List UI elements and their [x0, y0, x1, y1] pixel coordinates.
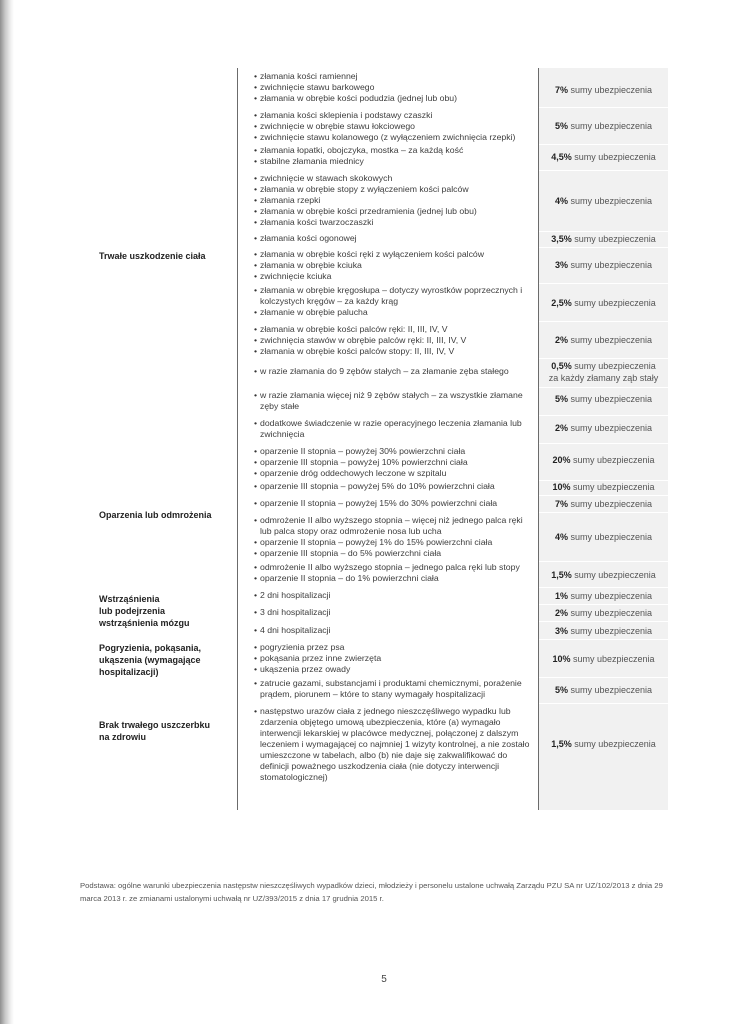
benefit-amount-text: sumy ubezpieczenia [572, 455, 655, 465]
list-item: • pokąsania przez inne zwierzęta [254, 653, 530, 664]
benefit-amount-text: sumy ubezpieczenia [570, 394, 653, 404]
list-item: • złamania kości sklepienia i podstawy czaszki [254, 110, 530, 121]
list-item: • odmrożenie II albo wyższego stopnia – jednego palca ręki lub stopy [254, 562, 530, 573]
benefit-amount [539, 590, 668, 602]
benefit-percent: 0,5% [551, 361, 572, 371]
benefit-percent: 1,5% [551, 570, 572, 580]
benefit-amount [539, 334, 668, 346]
benefit-amount [539, 454, 668, 466]
page-number: 5 [381, 974, 387, 985]
category-label-permanent-injury: Trwałe uszkodzenie ciała [99, 251, 206, 261]
benefit-amount [539, 569, 668, 581]
list-item: • złamanie w obrębie palucha [254, 307, 530, 318]
benefit-percent: 5% [554, 394, 568, 404]
benefit-amount [539, 498, 668, 510]
list-item: • złamania w obrębie kości palców stopy: II, III, IV, V [254, 346, 530, 357]
benefit-percent: 5% [554, 685, 568, 695]
benefit-percent: 10% [552, 482, 571, 492]
benefit-row-items [254, 625, 530, 636]
list-item: • zwichnięcie kciuka [254, 271, 530, 282]
benefit-row-items [254, 110, 530, 143]
benefit-row-items [254, 562, 530, 584]
list-item: • oparzenie II stopnia – do 1% powierzchni ciała [254, 573, 530, 584]
category-label-no-permanent-damage: Brak trwałego uszczerbku na zdrowiu [99, 720, 211, 742]
benefit-row-items [254, 706, 530, 783]
benefit-amount-text: sumy ubezpieczenia [570, 85, 653, 95]
benefit-amount-text: sumy ubezpieczenia [570, 335, 653, 345]
row-separator [539, 387, 668, 388]
benefit-amount [539, 120, 668, 132]
row-separator [539, 321, 668, 322]
list-item: • złamania kości ramiennej [254, 71, 530, 82]
benefit-row-items [254, 446, 530, 479]
list-item: • 2 dni hospitalizacji [254, 590, 530, 601]
row-separator [539, 587, 668, 588]
benefit-percent: 2% [554, 423, 568, 433]
list-item: • zwichnięcie stawu barkowego [254, 82, 530, 93]
benefit-amount-text: sumy ubezpieczenia [574, 234, 656, 244]
benefit-percent: 1,5% [551, 739, 572, 749]
benefit-amount [539, 422, 668, 434]
benefit-row-items [254, 285, 530, 318]
row-separator [539, 415, 668, 416]
footer-legal-basis: Podstawa: ogólne warunki ubezpieczenia następstw nieszczęśliwych wypadków dzieci, młodzieży i personelu ustalone uchwałą Zarządu PZU SA nr UZ/102/2013 z dnia 29 marca 2013 r. ze zmianami ustalonymi uchwałą nr UZ/393/2015 z dnia 17 grudnia 2015 r. [80, 881, 663, 903]
row-separator [539, 639, 668, 640]
benefit-amount [539, 297, 668, 309]
benefit-amount [539, 481, 668, 493]
benefit-percent: 10% [552, 654, 571, 664]
list-item: • oparzenie II stopnia – powyżej 30% powierzchni ciała [254, 446, 530, 457]
list-item: • zwichnięcie stawu kolanowego (z wyłączeniem zwichnięcia rzepki) [254, 132, 530, 143]
list-item: • zwichnięcie w stawach skokowych [254, 173, 530, 184]
benefit-amount-text: sumy ubezpieczenia [574, 152, 656, 162]
list-item: • oparzenie dróg oddechowych leczone w szpitalu [254, 468, 530, 479]
list-item: • dodatkowe świadczenie w razie operacyjnego leczenia złamania lub zwichnięcia [254, 418, 530, 440]
row-separator [539, 358, 668, 359]
benefit-amount [539, 607, 668, 619]
benefit-amount-note: za każdy złamany ząb stały [548, 373, 659, 383]
benefit-percent: 3% [554, 260, 568, 270]
list-item: • oparzenie III stopnia – powyżej 10% powierzchni ciała [254, 457, 530, 468]
benefit-row-items [254, 678, 530, 700]
benefit-percent: 7% [554, 85, 568, 95]
row-separator [539, 283, 668, 284]
row-separator [539, 144, 668, 145]
list-item: • oparzenie II stopnia – powyżej 15% do 30% powierzchni ciała [254, 498, 530, 509]
benefit-row-items [254, 71, 530, 104]
benefit-amount-text: sumy ubezpieczenia [570, 532, 653, 542]
column-divider-right [538, 68, 539, 810]
list-item: • zwichnięcie w obrębie stawu łokciowego [254, 121, 530, 132]
category-label-bites: Pogryzienia, pokąsania, ukąszenia (wymagające hospitalizacji) [99, 643, 202, 677]
benefit-row-items [254, 233, 530, 244]
benefit-row-items [254, 590, 530, 601]
benefit-amount [539, 653, 668, 665]
benefit-row-items [254, 498, 530, 509]
benefit-percent: 3,5% [551, 234, 572, 244]
benefit-percent: 2% [554, 608, 568, 618]
benefit-amount-text: sumy ubezpieczenia [572, 482, 655, 492]
row-separator [539, 621, 668, 622]
row-separator [539, 703, 668, 704]
list-item: • 4 dni hospitalizacji [254, 625, 530, 636]
benefit-amount-text: sumy ubezpieczenia [570, 196, 653, 206]
benefit-amount [539, 393, 668, 405]
list-item: • ukąszenia przez owady [254, 664, 530, 675]
benefit-amount [539, 151, 668, 163]
benefit-amount-text: sumy ubezpieczenia [570, 591, 653, 601]
benefit-row-items [254, 642, 530, 675]
benefit-row-items [254, 607, 530, 618]
category-label-concussion: Wstrząśnienia lub podejrzenia wstrząśnienia mózgu [99, 594, 190, 628]
benefit-percent: 1% [554, 591, 568, 601]
list-item: • stabilne złamania miednicy [254, 156, 530, 167]
benefit-amount [539, 195, 668, 207]
row-separator [539, 231, 668, 232]
benefit-amount-text: sumy ubezpieczenia [574, 739, 656, 749]
amount-column-background [539, 68, 668, 810]
benefit-amount-text: sumy ubezpieczenia [570, 121, 653, 131]
benefit-percent: 4% [554, 196, 568, 206]
list-item: • w razie złamania więcej niż 9 zębów stałych – za wszystkie złamane zęby stałe [254, 390, 530, 412]
row-separator [539, 170, 668, 171]
benefit-row-items [254, 324, 530, 357]
benefit-amount [539, 84, 668, 96]
column-divider-left [237, 68, 238, 810]
list-item: • złamania w obrębie kciuka [254, 260, 530, 271]
row-separator [539, 107, 668, 108]
benefit-amount-text: sumy ubezpieczenia [570, 608, 653, 618]
row-separator [539, 247, 668, 248]
benefit-percent: 2,5% [551, 298, 572, 308]
list-item: • oparzenie II stopnia – powyżej 1% do 15% powierzchni ciała [254, 537, 530, 548]
list-item: • złamania w obrębie kości palców ręki: II, III, IV, V [254, 324, 530, 335]
benefit-percent: 3% [554, 626, 568, 636]
benefit-percent: 5% [554, 121, 568, 131]
list-item: • złamania kości ogonowej [254, 233, 530, 244]
benefit-amount [539, 360, 668, 384]
list-item: • zwichnięcia stawów w obrębie palców ręki: II, III, IV, V [254, 335, 530, 346]
benefit-percent: 20% [552, 455, 571, 465]
list-item: • złamania rzepki [254, 195, 530, 206]
benefit-row-items [254, 390, 530, 412]
benefit-amount [539, 531, 668, 543]
list-item: • złamania w obrębie kości ręki z wyłączeniem kości palców [254, 249, 530, 260]
row-separator [539, 495, 668, 496]
benefit-amount-text: sumy ubezpieczenia [574, 361, 656, 371]
list-item: • 3 dni hospitalizacji [254, 607, 530, 618]
benefit-amount-text: sumy ubezpieczenia [570, 626, 653, 636]
list-item: • w razie złamania do 9 zębów stałych – za złamanie zęba stałego [254, 366, 530, 377]
benefit-amount-text: sumy ubezpieczenia [570, 423, 653, 433]
benefit-amount [539, 625, 668, 637]
benefit-amount-text: sumy ubezpieczenia [572, 654, 655, 664]
benefit-amount-text: sumy ubezpieczenia [570, 685, 653, 695]
row-separator [539, 512, 668, 513]
list-item: • złamania w obrębie kręgosłupa – dotyczy wyrostków poprzecznych i kolczystych kręgów – za każdy krąg [254, 285, 530, 307]
benefit-row-items [254, 481, 530, 492]
benefit-amount-text: sumy ubezpieczenia [570, 499, 653, 509]
list-item: • pogryzienia przez psa [254, 642, 530, 653]
list-item: • złamania łopatki, obojczyka, mostka – za każdą kość [254, 145, 530, 156]
benefit-row-items [254, 145, 530, 167]
benefit-percent: 4,5% [551, 152, 572, 162]
benefit-row-items [254, 418, 530, 440]
list-item: • złamania w obrębie stopy z wyłączeniem kości palców [254, 184, 530, 195]
list-item: • złamania w obrębie kości przedramienia (jednej lub obu) [254, 206, 530, 217]
benefit-amount-text: sumy ubezpieczenia [574, 298, 656, 308]
benefit-row-items [254, 366, 530, 377]
row-separator [539, 604, 668, 605]
row-separator [539, 561, 668, 562]
benefit-percent: 2% [554, 335, 568, 345]
benefit-amount-text: sumy ubezpieczenia [574, 570, 656, 580]
benefit-amount [539, 233, 668, 245]
benefit-amount [539, 738, 668, 750]
row-separator [539, 443, 668, 444]
benefit-amount [539, 684, 668, 696]
list-item: • następstwo urazów ciała z jednego nieszczęśliwego wypadku lub zdarzenia objętego umową ubezpieczenia, które (a) wymagało interwencji lekarskiej w placówce medycznej, połączonej z dalszym leczeniem i wymagającej co najmniej 1 wizyty kontrolnej, a nie zostało umieszczone w tabelach, albo (b) nie daje się zakwalifikować do definicji poważnego uszkodzenia ciała (nie dotyczy interwencji stomatologicznej) [254, 706, 530, 783]
list-item: • złamania kości twarzoczaszki [254, 217, 530, 228]
list-item: • odmrożenie II albo wyższego stopnia – więcej niż jednego palca ręki lub palca stopy oraz odmrożenie nosa lub ucha [254, 515, 530, 537]
benefit-amount-text: sumy ubezpieczenia [570, 260, 653, 270]
list-item: • oparzenie III stopnia – do 5% powierzchni ciała [254, 548, 530, 559]
list-item: • zatrucie gazami, substancjami i produktami chemicznymi, porażenie prądem, piorunem – które to stany wymagały hospitalizacji [254, 678, 530, 700]
benefit-percent: 7% [554, 499, 568, 509]
benefit-row-items [254, 249, 530, 282]
benefit-row-items [254, 515, 530, 559]
benefit-amount [539, 259, 668, 271]
benefit-row-items [254, 173, 530, 228]
category-label-burns-frostbite: Oparzenia lub odmrożenia [99, 510, 212, 520]
list-item: • złamania w obrębie kości podudzia (jednej lub obu) [254, 93, 530, 104]
scan-edge-shadow [0, 0, 14, 1024]
benefit-percent: 4% [554, 532, 568, 542]
row-separator [539, 677, 668, 678]
list-item: • oparzenie III stopnia – powyżej 5% do 10% powierzchni ciała [254, 481, 530, 492]
